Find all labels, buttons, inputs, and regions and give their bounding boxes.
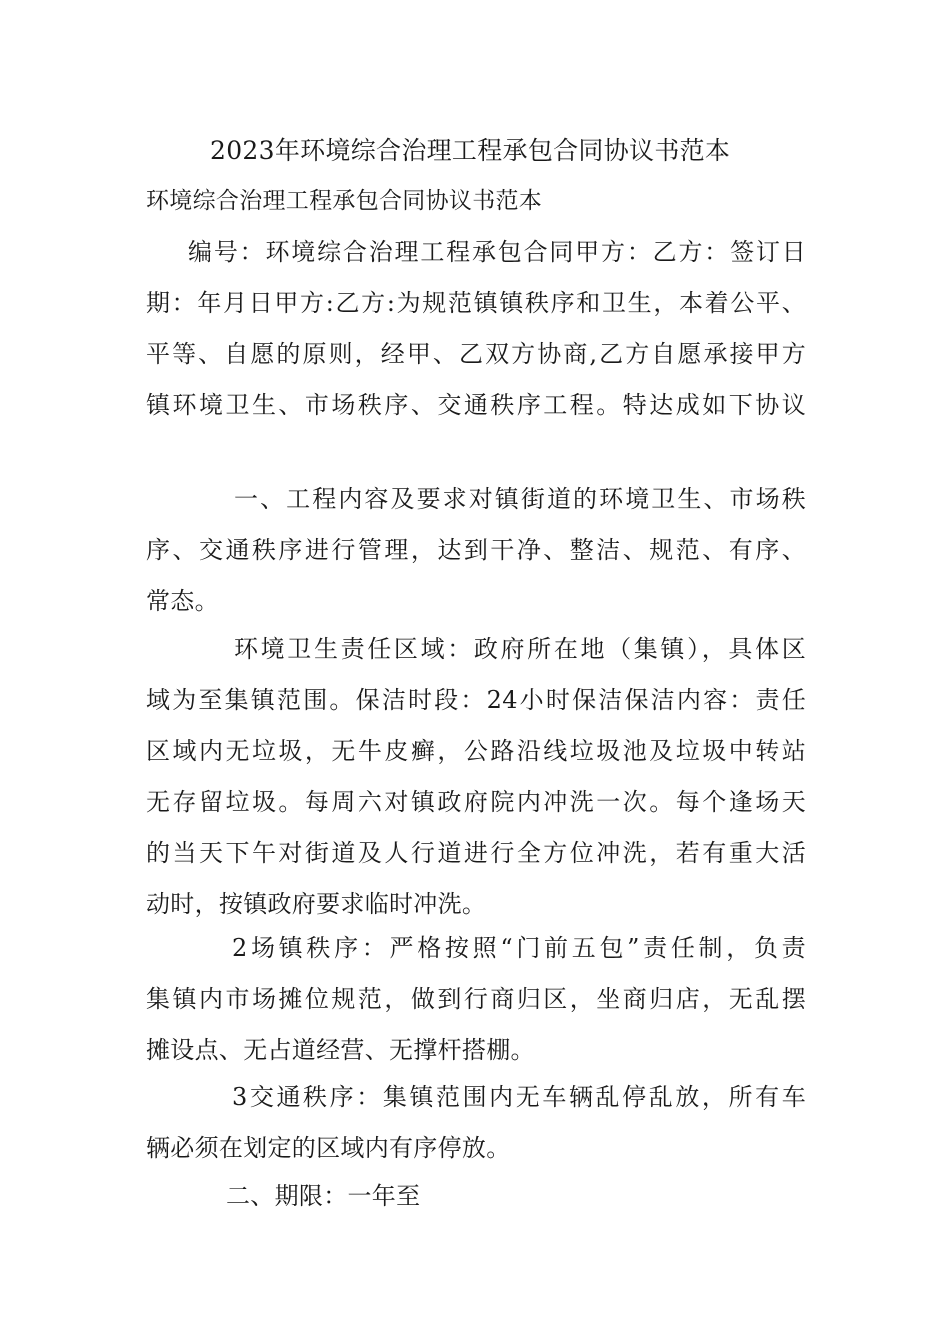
env-line-5: 的当天下午对街道及人行道进行全方位冲洗，若有重大活 bbox=[146, 839, 806, 867]
document-title: 2023年环境综合治理工程承包合同协议书范本 bbox=[210, 136, 731, 165]
market-line-2: 集镇内市场摊位规范，做到行商归区，坐商归店，无乱摆 bbox=[146, 985, 806, 1013]
document-subtitle: 环境综合治理工程承包合同协议书范本 bbox=[146, 188, 543, 214]
intro-line-4: 镇环境卫生、市场秩序、交通秩序工程。特达成如下协议 bbox=[146, 391, 806, 419]
env-line-6: 动时，按镇政府要求临时冲洗。 bbox=[146, 890, 487, 918]
env-line-3: 区域内无垃圾，无牛皮癣，公路沿线垃圾池及垃圾中转站 bbox=[146, 737, 806, 765]
intro-line-2: 期：年月日甲方:乙方:为规范镇镇秩序和卫生，本着公平、 bbox=[146, 289, 806, 317]
env-line-4: 无存留垃圾。每周六对镇政府院内冲洗一次。每个逢场天 bbox=[146, 788, 806, 816]
section1-line-1: 一、工程内容及要求对镇街道的环境卫生、市场秩 bbox=[234, 485, 806, 513]
market-line-3: 摊设点、无占道经营、无撑杆搭棚。 bbox=[146, 1036, 535, 1064]
traffic-line-1: 3交通秩序：集镇范围内无车辆乱停乱放，所有车 bbox=[232, 1083, 806, 1111]
intro-line-3: 平等、自愿的原则，经甲、乙双方协商,乙方自愿承接甲方 bbox=[146, 340, 806, 368]
section1-line-3: 常态。 bbox=[146, 587, 219, 615]
traffic-line-2: 辆必须在划定的区域内有序停放。 bbox=[146, 1134, 511, 1162]
section2-line: 二、期限：一年至 bbox=[226, 1182, 421, 1210]
intro-line-1: 编号：环境综合治理工程承包合同甲方：乙方：签订日 bbox=[188, 238, 806, 266]
market-line-1: 2场镇秩序：严格按照“门前五包”责任制，负责 bbox=[232, 934, 806, 962]
section1-line-2: 序、交通秩序进行管理，达到干净、整洁、规范、有序、 bbox=[146, 536, 806, 564]
env-line-1: 环境卫生责任区域：政府所在地（集镇），具体区 bbox=[234, 635, 806, 663]
env-line-2: 域为至集镇范围。保洁时段：24小时保洁保洁内容：责任 bbox=[146, 686, 806, 714]
